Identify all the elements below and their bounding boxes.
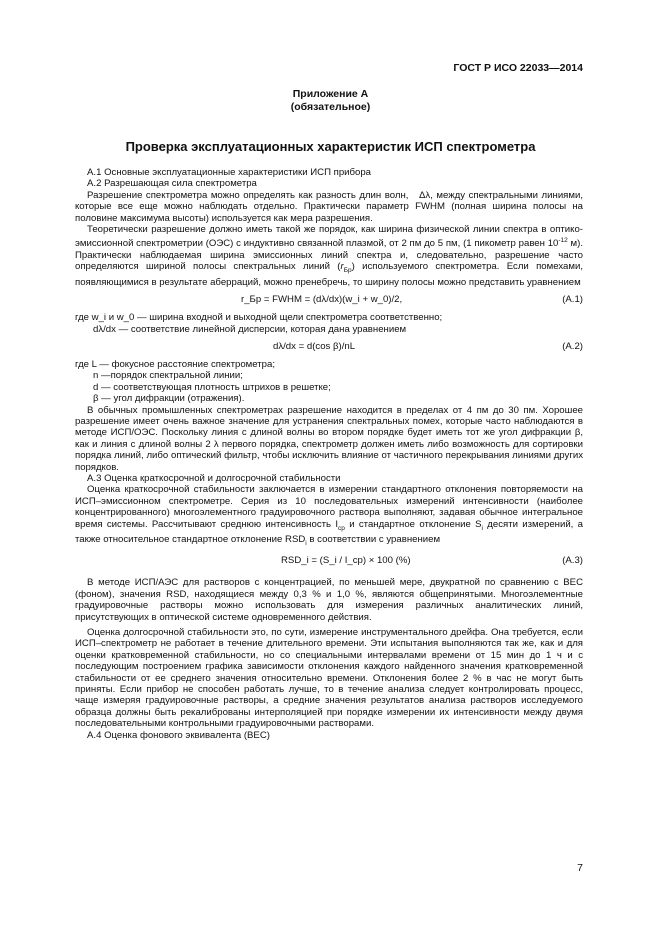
paragraph-long-term: Оценка долгосрочной стабильности это, по сути, измерение инструментального дрейфа. Она требуется, если ИСП–спектрометр не работает в течение длительного времени. Эти испытания выполняются так же, как и для оценки кратковременной стабильности, но со специальными интервалами времени от 15 мин до 1 ч и с последующим построением графика зависимости отклонения каждого найденного значения кратковременной стабильности от ее среднего значения относительно времени. Отклонения более 2 % в час не могут быть приняты. Если прибор не способен работать лучше, то в течение анализа следует контролировать процесс, чаще измеряя градуировочные растворы, а средние значения результатов анализа растворов исследуемого образца должны быть рекалиброваны интерполяцией при порядке измерении их интенсивности между двумя последовательными контрольными градуировочными растворами. — [75, 626, 583, 730]
page-number: 7 — [577, 862, 583, 874]
paragraph-theory: Теоретически разрешение должно иметь такой же порядок, как ширина физической линии спектра в оптико-эмиссионной спектрометрии (ОЭС) с индуктивно связанной плазмой, от 2 пм до 5 пм, (1 пикометр равен $10^{-12}$ м). Практически наблюдаемая ширина эмиссионных линий спектра и, следовательно, разрешение часто определяются шириной полосы спектральных линий $(r_{Бр})$ используемого спектрометра. Если помехами, появляющимися в результате аберраций, можно пренебречь, то ширину полосы можно представить уравнением — [75, 224, 584, 288]
def-focal-length: где L — фокусное расстояние спектрометра; — [75, 358, 276, 370]
paragraph-practical-resolution: В обычных промышленных спектрометрах разрешение находится в пределах от 4 пм до 30 пм. Хорошее разрешение имеет очень важное значение для устранения спектральных помех, которые часто наблюдаются в методе ИСП/ОЭС. Поскольку линия с длиной волны во втором порядке будет иметь тот же угол дифракции β, как и линия с длиной волны 2 λ первого порядка, спектрометр должен иметь либо возможность для сортировки порядка линий, либо оптический фильтр, чтобы исключить влияние от частичного перекрывания линиями других порядков. — [75, 404, 583, 473]
equation-a3-number: (А.3) — [562, 555, 583, 567]
def-dispersion: dλ/dx — соответствие линейной дисперсии, которая дана уравнением — [93, 323, 407, 335]
equation-a1-formula: r_Бр = FWHM = (dλ/dx)(w_i + w_0)/2, — [241, 294, 403, 306]
section-a1: А.1 Основные эксплуатационные характеристики ИСП прибора — [87, 167, 372, 178]
def-groove-density: d — соответствующая плотность штрихов в решетке; — [93, 381, 331, 393]
equation-a3 — [75, 549, 583, 573]
annex-status: (обязательное) — [290, 101, 371, 113]
paragraph-rsd: В методе ИСП/АЭС для растворов с концентрацией, по меньшей мере, двукратной по сравнению с ВЕС (фоном), значения RSD, находящиеся между 0,3 % и 1,0 %, являются общепринятыми. Многоэлементные градуировочные растворы можно использовать для измерения различных аналитических линий, присутствующих в оптической системе одновременного действия. — [75, 577, 583, 623]
standard-header: ГОСТ Р ИСО 22033—2014 — [453, 62, 583, 74]
equation-a1-number: (А.1) — [562, 294, 583, 306]
paragraph-short-term: Оценка краткосрочной стабильности заключается в измерении стандартного отклонения повторяемости на ИСП–эмиссионном спектрометре. Серия из 10 последовательных измерений интенсивности (наиболее концентрированного) многоэлементного градуировочного раствора выполняют, задавая обычное интегральное время системы. Рассчитывают среднюю интенсивность $I_{ср}$ и стандартное отклонение $S_i$ десяти измерений, а также относительное стандартное отклонение $RSD_i$ в соответствии с уравнением — [75, 484, 583, 547]
section-a3: А.3 Оценка краткосрочной и долгосрочной стабильности — [87, 473, 341, 485]
equation-a2-formula: dλ/dx = d(cos β)/nL — [273, 340, 356, 352]
document-body — [75, 167, 583, 741]
section-a4: А.4 Оценка фонового эквивалента (ВЕС) — [87, 729, 270, 741]
equation-a3-formula: RSD_i = (S_i / I_ср) × 100 (%) — [281, 555, 411, 567]
page-title: Проверка эксплуатационных характеристик ИСП спектрометра — [125, 139, 536, 154]
def-diffraction-angle: β — угол дифракции (отражения). — [93, 393, 245, 405]
def-order: n —порядок спектральной линии; — [93, 370, 243, 382]
equation-a2 — [75, 335, 583, 359]
equation-a1 — [75, 288, 583, 312]
section-a2: А.2 Разрешающая сила спектрометра — [87, 178, 257, 190]
def-slit-width: где w_i и w_0 — ширина входной и выходной щели спектрометра соответственно; — [75, 312, 443, 324]
equation-a2-number: (А.2) — [562, 340, 583, 352]
paragraph-resolution: Разрешение спектрометра можно определять как разность длин волн, Δλ, между спектральными линиями, которые все еще можно наблюдать отдельно. Практически параметр FWHM (полная ширина полосы на половине максимума высоты) используется как мера разрешения. — [75, 189, 583, 224]
annex-title: Приложение А — [292, 88, 369, 100]
